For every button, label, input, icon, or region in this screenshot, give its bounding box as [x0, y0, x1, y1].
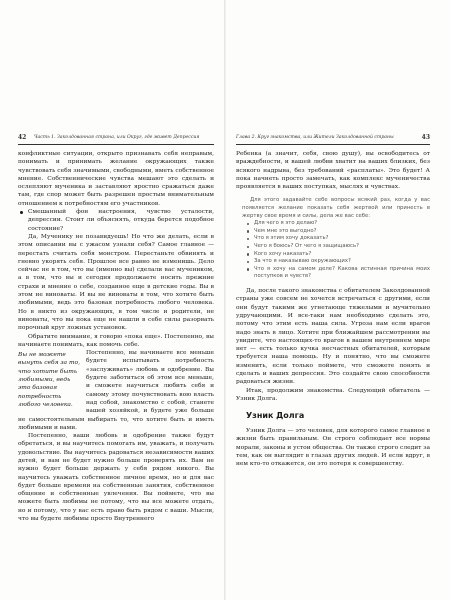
- bullet-icon: [247, 223, 249, 225]
- list-item: [18, 208, 214, 233]
- paragraph: Обратите внимание, я говорю «пока еще». Постепенно, вы начинаете понимать, как помочь себе.: [18, 333, 214, 348]
- running-head-right: Глава 2. Круг знакомства, или Жители Заколдованной страны: [236, 135, 394, 140]
- list-item: [242, 251, 430, 259]
- list-item: [242, 235, 430, 243]
- paragraph: Узник Долга — это человек, для которого самое главное в жизни быть правильным. Он строго соблюдает все нормы морали, законы и устои общества. Он также строго следит за тем, как он выглядит в глазах других людей. И если вдруг, в нем кто-то откажется, он это потеря к совершенству.: [236, 428, 430, 468]
- exercise-block: [236, 197, 430, 281]
- bullet-icon: [247, 238, 249, 240]
- paragraph: Да, Мученику не позавидуешь! Но что же делать, если в этом описании вы с ужасом узнали себя? Самое главное — перестать считать себя монстром. Перестаньте обвинять и гневно укорять себя. Прошлое все равно не изменишь. Дело сейчас не в том, что вы (именно вы) сделали вас мучеником, а в том, что вы и сегодня продолжаете носить прежние страхи и мнение о себе, созданное еще в детские годы. Вы в этом не виноваты. И вы не виноваты в том, что хотите быть любимыми, ведь это базовая потребность любого человека. Но в никто из окружающих, в том числе и родители, не виноваты, что вы пока еще не нашли в себе силы разорвать порочный круг ложных установок.: [18, 233, 214, 332]
- bullet-icon: [20, 211, 23, 214]
- section-title: Узник Долга: [246, 411, 305, 421]
- bullet-icon: [247, 261, 249, 263]
- list-item-text: Чего я боюсь? От чего я защищаюсь?: [254, 243, 359, 250]
- paragraph: Итак, продолжим знакомства. Следующий обитатель — Узник Долга.: [236, 387, 430, 402]
- bullet-icon: [247, 246, 249, 248]
- list-item-text: Что я хочу на самом деле? Какова истинная причина моих поступков и чувств?: [254, 265, 430, 280]
- list-item-text: Смешанный фон настроения, чувство усталости, депрессии. Стоит ли объяснять, откуда берется подобное состояние?: [28, 209, 214, 232]
- list-item: [242, 220, 430, 228]
- list-item: [242, 228, 430, 236]
- bullet-icon: [247, 268, 249, 270]
- question-list: [242, 220, 430, 281]
- page-number-right: 43: [421, 134, 430, 141]
- page-number-left: 42: [18, 134, 27, 141]
- right-page-body: [236, 150, 430, 469]
- paragraph: Постепенно, вы начинаете все меньше будете испытывать потребность «заслуживать» любовь и одобрение. Вы будете заботиться об этом все меньше, и сможете научиться любить себя и самому этому почувствовать вою власть над собой, знакомство с собой, станете вашей хозяйкой, и будете уже больше не самостоятельным выбирать то, что хотите быть и иметь любимыми и вами.: [18, 350, 214, 431]
- list-item-text: Что я этим хочу доказать?: [254, 235, 329, 242]
- list-item-text: Для чего я это делаю?: [254, 220, 318, 227]
- bullet-icon: [247, 253, 249, 255]
- left-page: [0, 0, 224, 600]
- bullet-icon: [247, 230, 249, 232]
- list-item: [242, 266, 430, 281]
- right-page-header: [236, 132, 430, 145]
- paragraph: Да, после такого знакомства с обитателем Заколдованной страны уже совсем не хочется встречаться с другими, если они будут такими же угнетающе тяжелыми и мучительно удручающими. И все-таки нам необходимо сделать это, потому что этим есть наша сила. Угроза нам если врагов надо знать в лицо. Хотите при ближайшем рассмотрении вы увидите, что настоящих-то врагов в вашем внутреннем мире нет — есть только кучка несчастных обитателей, которым требуется наша помощь. Ну и понятно, что вы сможете изменить, если только поймете, что сможете понять и сделать и ваших депрессия. Это создайте свою способности радоваться жизни.: [236, 288, 430, 386]
- list-item-text: Кого хочу наказать?: [254, 250, 312, 257]
- list-item-text: Чем мне это выгодно?: [254, 227, 317, 234]
- list-item: [242, 258, 430, 266]
- exercise-intro: Для этого задавайте себе вопросы всякий раз, когда у вас появляется желание показать себя жертвой или принесть в жертву свое время и силы, дела же вас себе:: [242, 197, 430, 219]
- right-page: [226, 0, 450, 600]
- list-item-text: За что я наказываю окружающих?: [254, 258, 351, 265]
- paragraph: конфликтные ситуации, открыто признавать себя неправым, понимать и принимать желание окружающих также чувствовать себя значимыми, свободными, иметь собственное мнение. Собственнические чувства мешают это сделать и ослепляют мученика и заставляют яростно сражаться даже там, где спор может быть разрешен простым внимательным отношением к потребностям его участников.: [18, 151, 214, 207]
- paragraph: Постепенно, ваши любовь и одобрение также будут обретаться, и вы научитесь помогать им, уважать, и получать удовольствие. Вы научитесь радоваться независимости ваших детей, и вам не будет нужно больше проверять их. Вам не нужно будет больше держать у себя рядом никого. Вы научитесь уважать собственное личное время, но и для вас будет больше времени на собственные занятия, собственное общение и собственные увлечения. Вы поймете, что вы можете быть любимы не потому, что вы все можете отдать, но и потому, что у вас есть право быть рядом с ваши. Мысли, что вы будете любимы просто Внутреннего: [18, 433, 214, 523]
- left-page-header: [18, 132, 214, 145]
- list-item: [242, 243, 430, 251]
- pull-quote: Вы не можете вынуть себя за то, что хотите быть любимыми, ведь это базовая потребность любого человека.: [18, 352, 80, 408]
- left-page-body: [18, 150, 214, 523]
- paragraph: Ребенка (а значит, себя, свою душу), вы освободитесь от враждебности, и вашей любви хватит на ваших близких, без всякого надрыва, без требований «расплаты». Это будет! А пока начнеть просто замечать, как комплекс мученичества проявляется в ваших поступках, мыслях и чувствах.: [236, 151, 430, 191]
- running-head-left: Часть 1. Заколдованная страна, или Округ, где живет Депрессия: [34, 135, 200, 140]
